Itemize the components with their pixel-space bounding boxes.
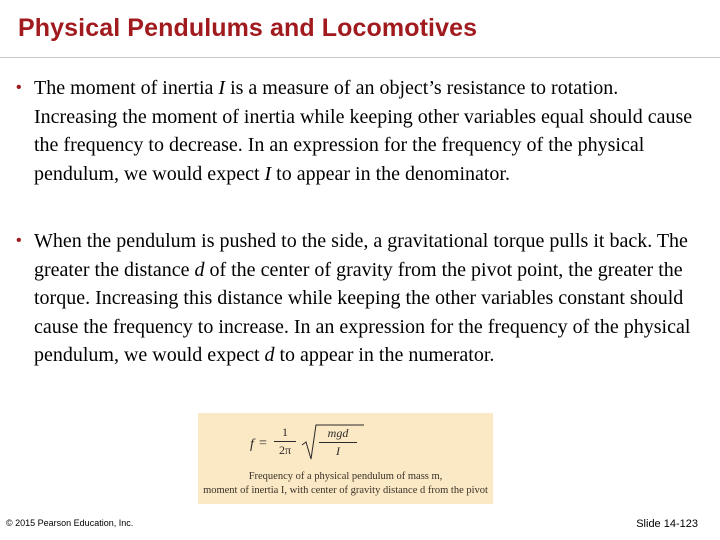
fraction-denominator: 2π bbox=[278, 443, 292, 457]
variable-I: I bbox=[218, 77, 226, 99]
slide-number: Slide 14-123 bbox=[636, 518, 698, 530]
variable-I: I bbox=[264, 162, 272, 185]
formula-caption bbox=[198, 470, 493, 498]
formula-square-root bbox=[300, 423, 366, 463]
bullet-text: of the center of gravity from the pivot point, the greater the torque. Increasing this distance while keeping the other variables constant should cause the frequency to increase. In an expression for the frequency of the physical pendulum, we would expect bbox=[34, 258, 691, 367]
formula-figure bbox=[198, 413, 493, 504]
caption-line-2: moment of inertia I, with center of gravity distance d from the pivot bbox=[203, 485, 488, 496]
sqrt-denominator: I bbox=[336, 444, 340, 458]
variable-d: d bbox=[194, 258, 205, 281]
sqrt-fraction bbox=[316, 426, 360, 459]
bullet-moment-of-inertia bbox=[16, 74, 702, 188]
bullet-text: to appear in the denominator. bbox=[271, 162, 510, 185]
frequency-equation bbox=[250, 423, 370, 467]
sqrt-numerator: mgd bbox=[327, 426, 349, 440]
bullet-dot-icon: • bbox=[16, 79, 22, 96]
bullet-center-of-gravity bbox=[16, 227, 702, 370]
bullet-text: The moment of inertia bbox=[34, 77, 219, 99]
formula-lhs: f bbox=[250, 437, 254, 452]
title-divider bbox=[0, 57, 720, 58]
sqrt-fraction-bar bbox=[319, 442, 357, 443]
copyright-notice: © 2015 Pearson Education, Inc. bbox=[6, 518, 134, 528]
bullet-text: When the pendulum is pushed to the side, a gravitational torque pulls it back. The greater the distance bbox=[34, 230, 688, 281]
bullet-text: is a measure of an object’s resistance to rotation. Increasing the moment of inertia while keeping other variables equal should cause the frequency to decrease. In an expression for the frequency of the physical pendulum, we would expect bbox=[34, 77, 693, 185]
fraction-bar bbox=[274, 441, 296, 442]
fraction-numerator: 1 bbox=[282, 425, 288, 439]
bullet-dot-icon: • bbox=[16, 232, 22, 249]
bullet-text: to appear in the numerator. bbox=[274, 344, 495, 367]
formula-equals: = bbox=[259, 436, 267, 451]
caption-line-1: Frequency of a physical pendulum of mass m, bbox=[248, 471, 443, 482]
slide-title: Physical Pendulums and Locomotives bbox=[18, 14, 478, 42]
variable-d: d bbox=[264, 344, 275, 367]
formula-fraction bbox=[272, 425, 298, 458]
